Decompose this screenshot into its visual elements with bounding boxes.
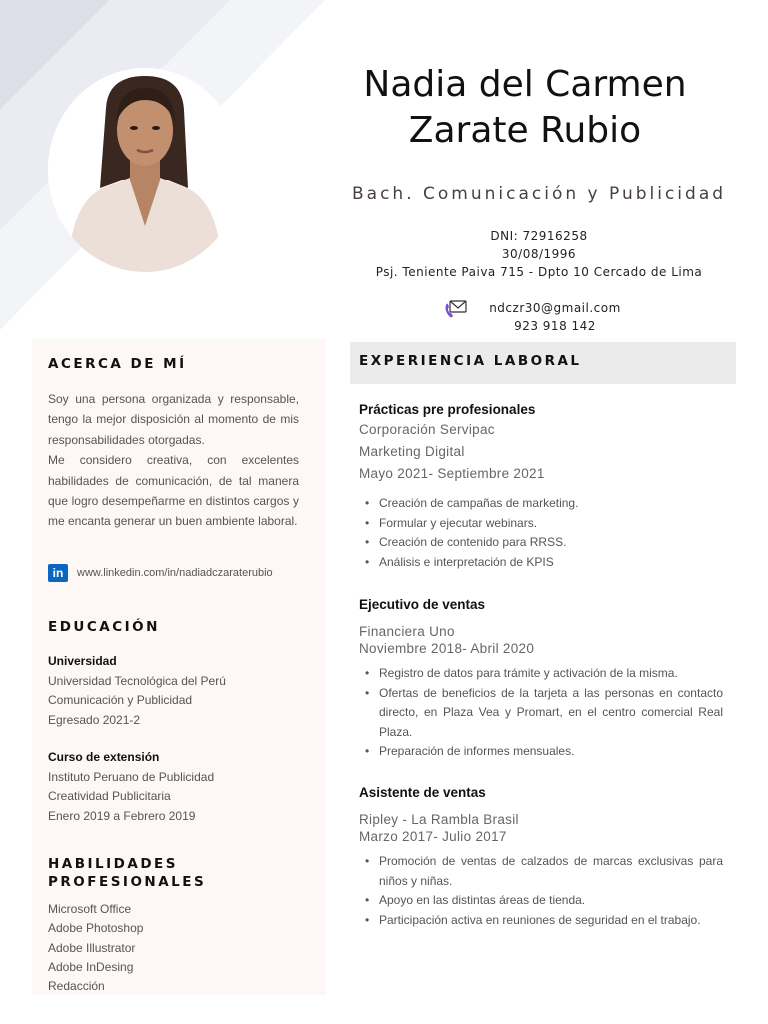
- job-entry: [359, 401, 729, 572]
- job-bullet: • Creación de contenido para RRSS.: [365, 533, 723, 553]
- education-institution: Instituto Peruano de Publicidad: [48, 769, 215, 784]
- job-bullets: [365, 494, 729, 572]
- education-institution: Universidad Tecnológica del Perú: [48, 673, 226, 688]
- education-program: Creatividad Publicitaria: [48, 789, 171, 803]
- skill-item: Adobe Photoshop: [48, 921, 144, 936]
- job-title: Ejecutivo de ventas: [359, 597, 486, 612]
- job-period: Noviembre 2018- Abril 2020: [359, 641, 535, 656]
- education-heading: EDUCACIÓN: [48, 619, 160, 635]
- linkedin-url: www.linkedin.com/in/nadiadczaraterubio: [77, 567, 273, 579]
- full-name: [340, 62, 710, 154]
- job-role-title: Bach. Comunicación y Publicidad: [352, 184, 727, 204]
- contact-info: [354, 227, 724, 281]
- job-bullet: • Participación activa en reuniones de seguridad en el trabajo.: [365, 911, 723, 931]
- skills-list: [48, 900, 143, 996]
- phone-text: 923 918 142: [514, 319, 596, 333]
- about-heading: ACERCA DE MÍ: [48, 356, 187, 372]
- job-company: Corporación Servipac: [359, 422, 495, 437]
- job-bullets: [365, 852, 729, 930]
- job-bullet: • Apoyo en las distintas áreas de tienda.: [365, 891, 723, 911]
- dni-text: DNI: 72916258: [490, 229, 588, 243]
- job-period: Marzo 2017- Julio 2017: [359, 829, 507, 844]
- job-bullet: • Creación de campañas de marketing.: [365, 494, 723, 514]
- about-text: [48, 389, 299, 532]
- about-paragraph-2: Me considero creativa, con excelentes habilidades de comunicación, de tal manera que logro desempeñarme en distintos cargos y me encanta generar un buen ambiente laboral.: [48, 453, 299, 529]
- job-bullet: • Formular y ejecutar webinars.: [365, 514, 723, 534]
- skill-item: Microsoft Office: [48, 902, 132, 916]
- skills-heading-line-2: PROFESIONALES: [48, 874, 207, 890]
- experience-heading: EXPERIENCIA LABORAL: [359, 353, 582, 369]
- name-line-2: Zarate Rubio: [408, 110, 642, 151]
- education-date: Egresado 2021-2: [48, 712, 141, 727]
- job-bullet: • Análisis e interpretación de KPIS: [365, 553, 723, 573]
- skill-item: Adobe InDesing: [48, 959, 134, 974]
- address-text: Psj. Teniente Paiva 715 - Dpto 10 Cercado de Lima: [375, 265, 703, 279]
- job-title: Asistente de ventas: [359, 785, 486, 800]
- birthdate-text: 30/08/1996: [501, 247, 577, 261]
- linkedin-icon: in: [48, 564, 68, 582]
- job-company: Financiera Uno: [359, 624, 455, 639]
- profile-photo: [48, 68, 242, 272]
- job-bullet: • Promoción de ventas de calzados de marcas exclusivas para niños y niñas.: [365, 852, 723, 891]
- job-period: Mayo 2021- Septiembre 2021: [359, 466, 545, 481]
- skills-heading-line-1: HABILIDADES: [48, 856, 178, 872]
- job-title: Prácticas pre profesionales: [359, 402, 536, 417]
- name-line-1: Nadia del Carmen: [363, 64, 687, 105]
- education-type: Universidad: [48, 654, 117, 668]
- job-entry: [359, 596, 729, 762]
- education-date: Enero 2019 a Febrero 2019: [48, 808, 196, 823]
- education-item: [48, 748, 308, 826]
- education-program: Comunicación y Publicidad: [48, 693, 193, 707]
- job-company: Ripley - La Rambla Brasil: [359, 812, 519, 827]
- contact-email-phone: [470, 299, 640, 335]
- skill-item: Adobe Illustrator: [48, 940, 136, 955]
- job-bullet: • Ofertas de beneficios de la tarjeta a las personas en contacto directo, en Plaza Vea y Promart, en el centro comercial Real Plaza.: [365, 684, 723, 743]
- about-paragraph-1: Soy una persona organizada y responsable, tengo la mejor disposición al momento de mis responsabilidades otorgadas.: [48, 392, 299, 447]
- skill-item: Redacción: [48, 979, 105, 994]
- job-entry: [359, 784, 729, 930]
- phone-email-icon: [443, 299, 467, 319]
- job-bullets: [365, 664, 729, 762]
- education-type: Curso de extensión: [48, 750, 160, 764]
- email-text: ndczr30@gmail.com: [489, 301, 621, 315]
- education-item: [48, 652, 308, 730]
- job-area: Marketing Digital: [359, 444, 465, 459]
- skills-heading: [48, 855, 206, 891]
- job-bullet: • Preparación de informes mensuales.: [365, 742, 723, 762]
- job-bullet: • Registro de datos para trámite y activación de la misma.: [365, 664, 723, 684]
